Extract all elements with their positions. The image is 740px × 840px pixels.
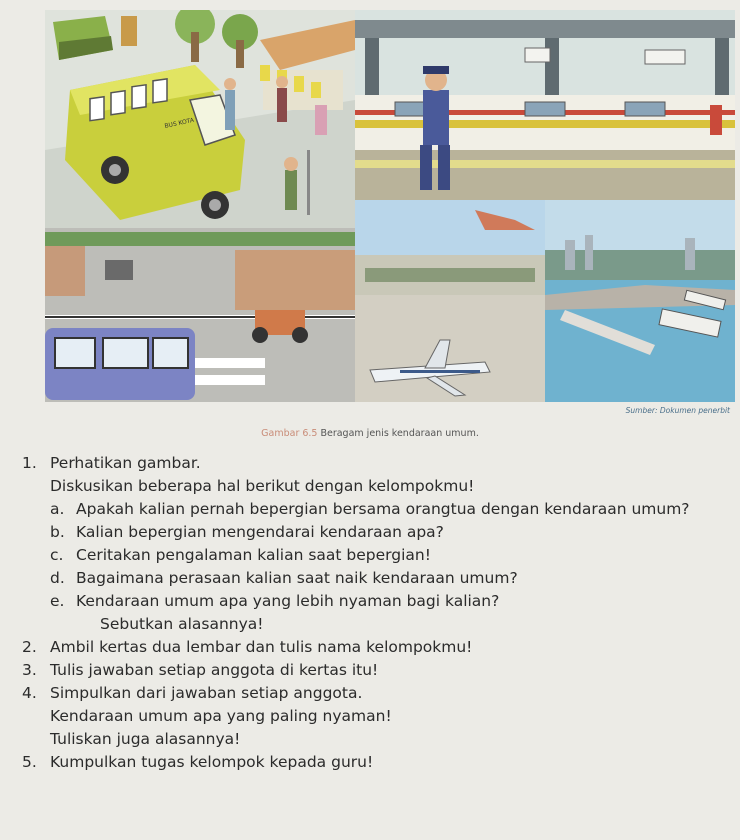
task-text: Ambil kertas dua lembar dan tulis nama kelompokmu! [50, 638, 473, 656]
task-number: 5. [22, 753, 37, 771]
task-1 [22, 452, 734, 475]
task-text: Kumpulkan tugas kelompok kepada guru! [50, 753, 374, 771]
task-text: Perhatikan gambar. [50, 454, 201, 472]
sub-item-text: Bagaimana perasaan kalian saat naik kendaraan umum? [76, 569, 518, 587]
task-1-intro: Diskusikan beberapa hal berikut dengan kelompokmu! [50, 477, 475, 495]
task-number: 1. [22, 454, 37, 472]
bus-sign: BUS KOTA [163, 116, 195, 130]
sub-item-letter: e. [50, 592, 65, 610]
sub-item-c [22, 544, 734, 567]
sub-item-e-continuation: Sebutkan alasannya! [100, 615, 264, 633]
figure-source: Sumber: Dokumen penerbit [625, 406, 730, 415]
street-panel [45, 228, 355, 402]
task-text: Tulis jawaban setiap anggota di kertas itu! [50, 661, 379, 679]
task-number: 4. [22, 684, 37, 702]
task-list [22, 452, 734, 774]
task-4-line-1: Kendaraan umum apa yang paling nyaman! [50, 707, 392, 725]
task-number: 2. [22, 638, 37, 656]
task-4 [22, 682, 734, 705]
sub-item-letter: d. [50, 569, 65, 587]
task-text: Simpulkan dari jawaban setiap anggota. [50, 684, 363, 702]
figure-caption [0, 428, 740, 439]
train-station-panel [355, 10, 735, 200]
angkot-minibus [45, 328, 195, 400]
sub-item-e [22, 590, 734, 613]
sub-item-b [22, 521, 734, 544]
sub-item-d [22, 567, 734, 590]
task-2 [22, 636, 734, 659]
sub-item-text: Apakah kalian pernah bepergian bersama orangtua dengan kendaraan umum? [76, 500, 690, 518]
sub-item-text: Kalian bepergian mengendarai kendaraan apa? [76, 523, 444, 541]
transport-illustration [45, 10, 735, 402]
airport-panel [355, 200, 545, 402]
task-5 [22, 751, 734, 774]
sub-item-text: Kendaraan umum apa yang lebih nyaman bagi kalian? [76, 592, 500, 610]
caption-number: 6.5 [302, 428, 318, 439]
sub-item-text: Ceritakan pengalaman kalian saat bepergian! [76, 546, 431, 564]
caption-text: Beragam jenis kendaraan umum. [320, 428, 479, 439]
task-number: 3. [22, 661, 37, 679]
sub-item-letter: c. [50, 546, 64, 564]
sub-item-letter: b. [50, 523, 65, 541]
sub-item-letter: a. [50, 500, 65, 518]
bus-station-panel [45, 10, 355, 228]
task-3 [22, 659, 734, 682]
harbor-panel [545, 200, 735, 402]
sub-item-a [22, 498, 734, 521]
task-4-line-2: Tuliskan juga alasannya! [50, 730, 241, 748]
caption-label: Gambar [261, 428, 300, 439]
